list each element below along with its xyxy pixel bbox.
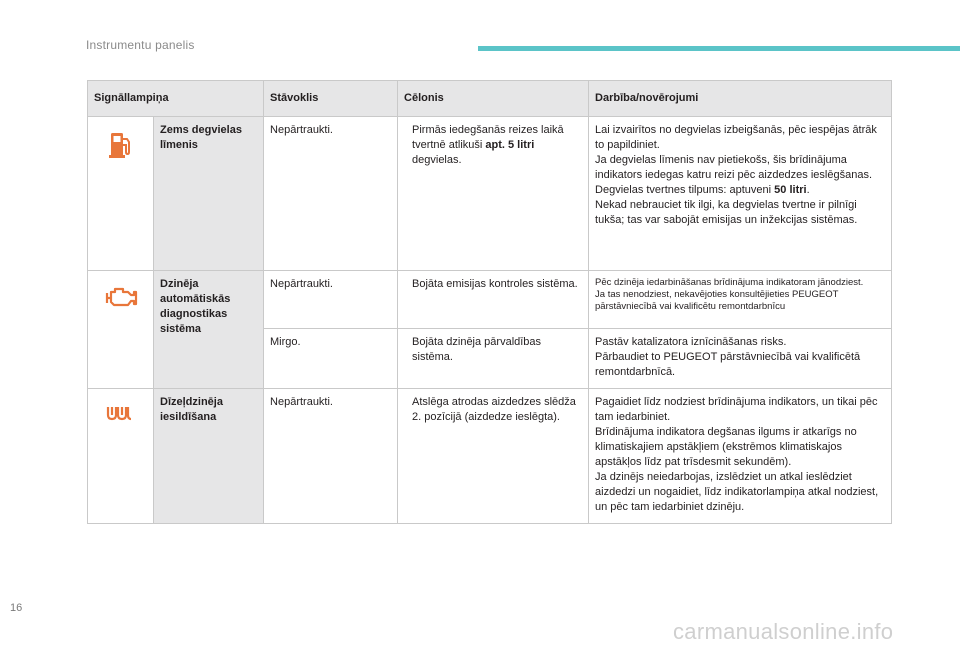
action-cell	[589, 117, 892, 271]
action-cell: Pēc dzinēja iedarbināšanas brīdinājuma indikatoram jānodziest. Ja tas nenodziest, nekavējoties konsultējieties PEUGEOT pārstāvniecībā vai kvalificētu remontdarbnīcu	[589, 271, 892, 329]
state-cell: Nepārtraukti.	[264, 271, 398, 329]
page-number: 16	[10, 602, 23, 614]
icon-cell	[88, 271, 154, 389]
cause-text-end: degvielas.	[412, 154, 462, 166]
cause-bold-text: apt. 5 litri	[485, 139, 535, 151]
action-text: Lai izvairītos no degvielas izbeigšanās, pēc iespējas ātrāk to papildiniet. Ja degvielas līmenis nav pietiekošs, šis brīdinājuma indikators iedegas katru reizi pēc aizdedzes ieslēgšanas. Degvielas tvertnes tilpums: aptuveni	[595, 124, 877, 196]
warning-name-cell: Zems degvielas līmenis	[154, 117, 264, 271]
table-row	[88, 389, 892, 524]
action-text-end: . Nekad nebrauciet tik ilgi, ka degvielas tvertne ir pilnīgi tukša; tas var sabojāt emisijas un inžekcijas sistēmas.	[595, 184, 858, 226]
cause-cell: Atslēga atrodas aizdedzes slēdža 2. pozīcijā (aizdedze ieslēgta).	[398, 389, 589, 524]
diesel-preheat-icon	[106, 414, 136, 426]
cause-cell: Bojāta emisijas kontroles sistēma.	[398, 271, 589, 329]
action-cell: Pagaidiet līdz nodziest brīdinājuma indikators, un tikai pēc tam iedarbiniet. Brīdinājuma indikatora degšanas ilgums ir atkarīgs no klimatiskajiem apstākļiem (ekstrēmos klimatiskajos apstākļos līdz pat trīsdesmit sekundēm). Ja dzinējs neiedarbojas, izslēdziet un atkal ieslēdziet aizdedzi un nogaidiet, līdz indikatorlampiņa atkal nodziest, un pēc tam iedarbiniet dzinēju.	[589, 389, 892, 524]
icon-cell	[88, 389, 154, 524]
table-row	[88, 271, 892, 329]
fuel-pump-icon	[109, 150, 133, 162]
section-title: Instrumentu panelis	[86, 38, 195, 52]
warning-name-cell: Dzinēja automātiskās diagnostikas sistēma	[154, 271, 264, 389]
column-header-action: Darbība/novērojumi	[589, 81, 892, 117]
warning-name-cell: Dīzeļdzinēja iesildīšana	[154, 389, 264, 524]
state-cell: Nepārtraukti.	[264, 117, 398, 271]
action-bold-text: 50 litri	[774, 184, 807, 196]
table-header-row	[88, 81, 892, 117]
column-header-state: Stāvoklis	[264, 81, 398, 117]
icon-cell	[88, 117, 154, 271]
warning-lights-table	[87, 80, 892, 524]
column-header-warning-light: Signāllampiņa	[88, 81, 264, 117]
state-cell: Mirgo.	[264, 329, 398, 389]
state-cell: Nepārtraukti.	[264, 389, 398, 524]
cause-cell: Bojāta dzinēja pārvaldības sistēma.	[398, 329, 589, 389]
watermark: carmanualsonline.info	[673, 619, 894, 644]
cause-text: Pirmās iedegšanās reizes laikā tvertnē atlikuši	[412, 124, 564, 151]
column-header-cause: Cēlonis	[398, 81, 589, 117]
action-cell: Pastāv katalizatora iznīcināšanas risks. Pārbaudiet to PEUGEOT pārstāvniecībā vai kvalificētā remontdarbnīcā.	[589, 329, 892, 389]
table-row	[88, 117, 892, 271]
engine-icon	[104, 300, 138, 312]
header-accent-bar	[478, 46, 960, 51]
cause-cell	[398, 117, 589, 271]
